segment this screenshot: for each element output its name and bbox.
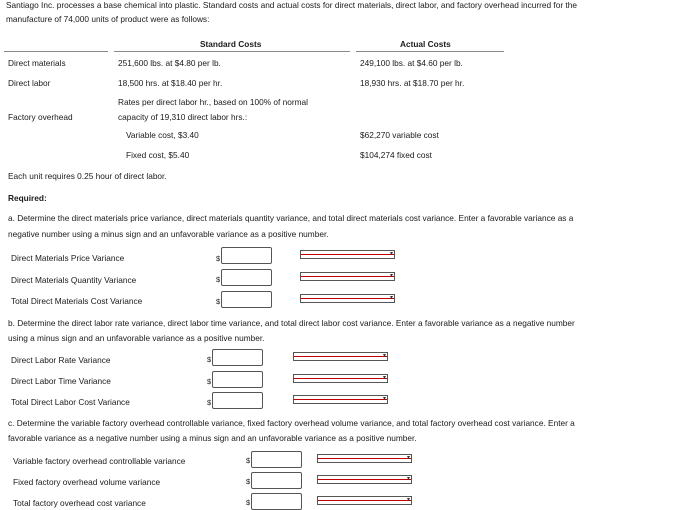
- dm-total-type-select[interactable]: [300, 294, 395, 303]
- ffoh-type-select[interactable]: [317, 475, 412, 484]
- chevron-down-icon: ▾: [389, 273, 393, 279]
- vfoh-type-select[interactable]: [317, 454, 412, 463]
- direct-materials-standard: 251,600 lbs. at $4.80 per lb.: [118, 58, 221, 68]
- intro-line-1: Santiago Inc. processes a base chemical into plastic. Standard costs and actual costs for direct materials, direct labor, and factory overhead incurred for the: [6, 0, 577, 10]
- fixed-cost-actual: $104,274 fixed cost: [360, 150, 432, 160]
- dm-total-amount-input[interactable]: [221, 291, 272, 308]
- foh-total-dollar-sign: $: [246, 498, 251, 507]
- part-b-instructions-line-2: using a minus sign and an unfavorable variance as a positive number.: [8, 333, 265, 343]
- ffoh-dollar-sign: $: [246, 477, 251, 486]
- dm-total-variance-label: Total Direct Materials Cost Variance: [11, 296, 143, 306]
- vfoh-controllable-variance-label: Variable factory overhead controllable variance: [13, 456, 186, 466]
- dm-quantity-amount-input[interactable]: [221, 269, 272, 286]
- foh-total-amount-input[interactable]: [251, 493, 302, 510]
- dm-price-variance-label: Direct Materials Price Variance: [11, 253, 125, 263]
- dl-rate-dollar-sign: $: [207, 355, 212, 364]
- direct-materials-label: Direct materials: [8, 58, 66, 68]
- direct-labor-standard: 18,500 hrs. at $18.40 per hr.: [118, 78, 223, 88]
- table-rule-standard: [114, 51, 350, 52]
- chevron-down-icon: ▾: [406, 455, 410, 461]
- dm-price-dollar-sign: $: [216, 254, 221, 263]
- part-c-instructions-line-2: favorable variance as a negative number using a minus sign and an unfavorable variance as a positive number.: [8, 433, 417, 443]
- ffoh-volume-variance-label: Fixed factory overhead volume variance: [13, 477, 161, 487]
- part-a-instructions-line-1: a. Determine the direct materials price variance, direct materials quantity variance, and total direct materials cost variance. Enter a favorable variance as a: [8, 213, 574, 223]
- fixed-cost-standard: Fixed cost, $5.40: [126, 150, 190, 160]
- dl-total-amount-input[interactable]: [212, 392, 263, 409]
- intro-line-2: manufacture of 74,000 units of product were as follows:: [6, 14, 210, 24]
- dm-quantity-variance-label: Direct Materials Quantity Variance: [11, 275, 137, 285]
- chevron-down-icon: ▾: [406, 476, 410, 482]
- part-c-instructions-line-1: c. Determine the variable factory overhead controllable variance, fixed factory overhead volume variance, and total factory overhead cost variance. Enter a: [8, 418, 575, 428]
- dm-price-type-select[interactable]: [300, 250, 395, 259]
- dm-quantity-type-select[interactable]: [300, 272, 395, 281]
- dl-time-dollar-sign: $: [207, 377, 212, 386]
- chevron-down-icon: ▾: [382, 353, 386, 359]
- required-heading: Required:: [8, 193, 47, 203]
- foh-total-variance-label: Total factory overhead cost variance: [13, 498, 146, 508]
- chevron-down-icon: ▾: [382, 396, 386, 402]
- direct-materials-actual: 249,100 lbs. at $4.60 per lb.: [360, 58, 463, 68]
- chevron-down-icon: ▾: [382, 375, 386, 381]
- dl-time-amount-input[interactable]: [212, 371, 263, 388]
- table-rule-actual: [356, 51, 504, 52]
- vfoh-dollar-sign: $: [246, 456, 251, 465]
- table-rule-label: [4, 51, 108, 52]
- dm-price-amount-input[interactable]: [221, 247, 272, 264]
- dl-time-variance-label: Direct Labor Time Variance: [11, 376, 111, 386]
- dl-rate-amount-input[interactable]: [212, 349, 263, 366]
- part-a-instructions-line-2: negative number using a minus sign and an unfavorable variance as a positive number.: [8, 229, 329, 239]
- dl-rate-variance-label: Direct Labor Rate Variance: [11, 355, 111, 365]
- foh-total-type-select[interactable]: [317, 496, 412, 505]
- chevron-down-icon: ▾: [389, 251, 393, 257]
- actual-costs-header: Actual Costs: [400, 39, 451, 49]
- direct-labor-label: Direct labor: [8, 78, 51, 88]
- dl-total-variance-label: Total Direct Labor Cost Variance: [11, 397, 130, 407]
- part-b-instructions-line-1: b. Determine the direct labor rate variance, direct labor time variance, and total direct labor cost variance. Enter a favorable variance as a negative number: [8, 318, 575, 328]
- standard-costs-header: Standard Costs: [200, 39, 262, 49]
- dl-rate-type-select[interactable]: [293, 352, 388, 361]
- vfoh-amount-input[interactable]: [251, 451, 302, 468]
- unit-labor-note: Each unit requires 0.25 hour of direct labor.: [8, 171, 167, 181]
- overhead-rate-line-2: capacity of 19,310 direct labor hrs.:: [118, 112, 248, 122]
- chevron-down-icon: ▾: [406, 497, 410, 503]
- variable-cost-actual: $62,270 variable cost: [360, 130, 439, 140]
- dl-time-type-select[interactable]: [293, 374, 388, 383]
- overhead-rate-line-1: Rates per direct labor hr., based on 100% of normal: [118, 97, 309, 107]
- dm-total-dollar-sign: $: [216, 297, 221, 306]
- ffoh-amount-input[interactable]: [251, 472, 302, 489]
- factory-overhead-label: Factory overhead: [8, 112, 73, 122]
- dl-total-type-select[interactable]: [293, 395, 388, 404]
- dl-total-dollar-sign: $: [207, 398, 212, 407]
- direct-labor-actual: 18,930 hrs. at $18.70 per hr.: [360, 78, 465, 88]
- chevron-down-icon: ▾: [389, 295, 393, 301]
- variable-cost-standard: Variable cost, $3.40: [126, 130, 199, 140]
- dm-quantity-dollar-sign: $: [216, 275, 221, 284]
